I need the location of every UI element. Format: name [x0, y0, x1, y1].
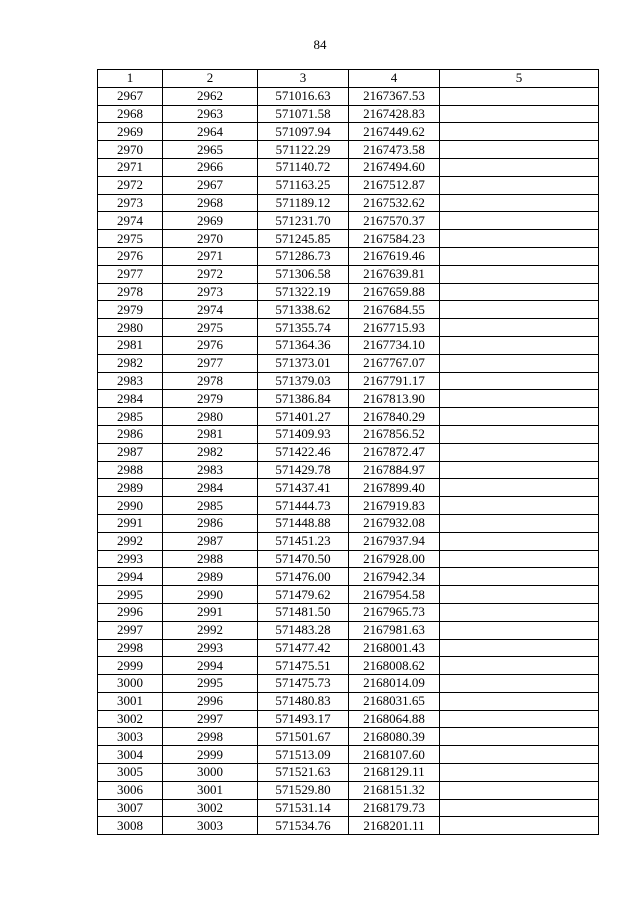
table-cell [440, 497, 599, 515]
table-cell: 2994 [98, 568, 163, 586]
table-row [98, 586, 599, 604]
table-cell: 571444.73 [258, 497, 349, 515]
table-cell [440, 141, 599, 159]
table-cell [440, 123, 599, 141]
table-cell: 571437.41 [258, 479, 349, 497]
table-cell [440, 461, 599, 479]
table-cell: 571231.70 [258, 212, 349, 230]
table-cell: 571521.63 [258, 764, 349, 782]
table-cell: 2167965.73 [349, 603, 440, 621]
table-cell: 2168107.60 [349, 746, 440, 764]
table-cell: 2167494.60 [349, 158, 440, 176]
table-cell: 2167872.47 [349, 443, 440, 461]
table-cell [440, 568, 599, 586]
table-cell [440, 586, 599, 604]
table-row [98, 817, 599, 835]
table-cell: 571286.73 [258, 247, 349, 265]
table-row [98, 550, 599, 568]
table-cell [440, 514, 599, 532]
table-cell: 571338.62 [258, 301, 349, 319]
table-cell: 2969 [98, 123, 163, 141]
table-cell: 2996 [163, 692, 258, 710]
table-cell [440, 443, 599, 461]
table-cell: 571386.84 [258, 390, 349, 408]
table-row [98, 568, 599, 586]
table-cell: 2990 [163, 586, 258, 604]
table-cell: 2168080.39 [349, 728, 440, 746]
table-cell: 2970 [163, 230, 258, 248]
table-cell: 571355.74 [258, 319, 349, 337]
table-cell: 2995 [163, 675, 258, 693]
table-cell: 571122.29 [258, 141, 349, 159]
table-cell [440, 728, 599, 746]
table-cell: 3003 [163, 817, 258, 835]
table-cell: 2997 [98, 621, 163, 639]
table-cell [440, 746, 599, 764]
table-cell: 3001 [163, 781, 258, 799]
table-cell [440, 425, 599, 443]
table-cell: 3003 [98, 728, 163, 746]
table-cell: 2168151.32 [349, 781, 440, 799]
table-cell: 571409.93 [258, 425, 349, 443]
table-cell: 2984 [98, 390, 163, 408]
table-cell [440, 158, 599, 176]
table-cell: 2985 [98, 408, 163, 426]
table-cell [440, 212, 599, 230]
table-row [98, 639, 599, 657]
table-row [98, 710, 599, 728]
table-cell: 2977 [163, 354, 258, 372]
table-cell: 571163.25 [258, 176, 349, 194]
table-row [98, 781, 599, 799]
table-cell: 571379.03 [258, 372, 349, 390]
table-cell: 2991 [163, 603, 258, 621]
table-row [98, 621, 599, 639]
table-row [98, 230, 599, 248]
table-cell: 571531.14 [258, 799, 349, 817]
table-cell: 571322.19 [258, 283, 349, 301]
column-header: 5 [440, 70, 599, 88]
table-cell: 2167619.46 [349, 247, 440, 265]
table-cell: 2167734.10 [349, 336, 440, 354]
table-cell: 2966 [163, 158, 258, 176]
table-cell: 2167715.93 [349, 319, 440, 337]
table-row [98, 692, 599, 710]
table-cell: 3000 [98, 675, 163, 693]
table-cell: 2980 [163, 408, 258, 426]
table-cell [440, 283, 599, 301]
table-row [98, 319, 599, 337]
table-cell: 571016.63 [258, 87, 349, 105]
table-cell: 571306.58 [258, 265, 349, 283]
table-cell: 2981 [163, 425, 258, 443]
table-cell: 2989 [98, 479, 163, 497]
table-cell: 2985 [163, 497, 258, 515]
table-row [98, 354, 599, 372]
table-row [98, 443, 599, 461]
table-row [98, 247, 599, 265]
table-cell [440, 87, 599, 105]
table-cell [440, 603, 599, 621]
table-cell: 2976 [163, 336, 258, 354]
table-cell: 2167932.08 [349, 514, 440, 532]
table-cell [440, 479, 599, 497]
table-cell: 571071.58 [258, 105, 349, 123]
table-cell [440, 639, 599, 657]
table-cell: 3004 [98, 746, 163, 764]
table-cell: 2968 [98, 105, 163, 123]
table-cell: 2167840.29 [349, 408, 440, 426]
table-cell: 2999 [163, 746, 258, 764]
column-header: 1 [98, 70, 163, 88]
table-cell: 2995 [98, 586, 163, 604]
table-cell: 2167899.40 [349, 479, 440, 497]
table-cell: 2167532.62 [349, 194, 440, 212]
table-cell: 2167791.17 [349, 372, 440, 390]
table-cell: 2981 [98, 336, 163, 354]
table-cell [440, 657, 599, 675]
table-cell: 571481.50 [258, 603, 349, 621]
table-cell: 2168129.11 [349, 764, 440, 782]
table-cell: 2993 [98, 550, 163, 568]
table-cell [440, 710, 599, 728]
table-row [98, 265, 599, 283]
column-header: 4 [349, 70, 440, 88]
table-row [98, 425, 599, 443]
table-cell: 2987 [163, 532, 258, 550]
table-cell: 3000 [163, 764, 258, 782]
table-cell: 571476.00 [258, 568, 349, 586]
table-cell [440, 550, 599, 568]
table-cell: 2991 [98, 514, 163, 532]
table-cell: 2996 [98, 603, 163, 621]
table-cell: 2980 [98, 319, 163, 337]
table-cell: 3007 [98, 799, 163, 817]
table-cell: 2999 [98, 657, 163, 675]
table-row [98, 497, 599, 515]
table-row [98, 657, 599, 675]
table-cell: 2167767.07 [349, 354, 440, 372]
table-cell: 2979 [98, 301, 163, 319]
table-row [98, 105, 599, 123]
table-cell: 571401.27 [258, 408, 349, 426]
table-row [98, 141, 599, 159]
table-cell: 2972 [163, 265, 258, 283]
table-cell: 3002 [163, 799, 258, 817]
table-cell: 571479.62 [258, 586, 349, 604]
table-body [98, 87, 599, 834]
table-cell: 2972 [98, 176, 163, 194]
table-cell: 2992 [163, 621, 258, 639]
table-cell: 2167428.83 [349, 105, 440, 123]
table-cell: 2984 [163, 479, 258, 497]
table-row [98, 514, 599, 532]
table-cell: 571529.80 [258, 781, 349, 799]
table-cell: 571534.76 [258, 817, 349, 835]
table-cell: 3005 [98, 764, 163, 782]
table-cell: 2168179.73 [349, 799, 440, 817]
table-row [98, 603, 599, 621]
table-row [98, 461, 599, 479]
table-cell: 2167856.52 [349, 425, 440, 443]
table-cell: 2974 [98, 212, 163, 230]
table-cell: 571493.17 [258, 710, 349, 728]
coordinates-table [97, 69, 599, 835]
table-cell [440, 532, 599, 550]
table-cell: 2969 [163, 212, 258, 230]
table-cell: 2975 [163, 319, 258, 337]
table-cell: 2986 [98, 425, 163, 443]
table-cell: 2973 [98, 194, 163, 212]
table-cell [440, 390, 599, 408]
table-row [98, 87, 599, 105]
table-row [98, 675, 599, 693]
table-cell: 2998 [98, 639, 163, 657]
table-cell: 2167659.88 [349, 283, 440, 301]
table-cell: 571470.50 [258, 550, 349, 568]
table-row [98, 176, 599, 194]
table-cell: 571448.88 [258, 514, 349, 532]
table-cell: 571140.72 [258, 158, 349, 176]
table-cell: 2167937.94 [349, 532, 440, 550]
table-row [98, 283, 599, 301]
table-row [98, 336, 599, 354]
table-cell: 2976 [98, 247, 163, 265]
table-row [98, 532, 599, 550]
table-cell: 2983 [163, 461, 258, 479]
table-cell: 2978 [163, 372, 258, 390]
table-cell: 2963 [163, 105, 258, 123]
table-cell [440, 781, 599, 799]
table-row [98, 372, 599, 390]
table-cell: 2167570.37 [349, 212, 440, 230]
page-number: 84 [313, 37, 327, 52]
table-cell: 571451.23 [258, 532, 349, 550]
table-cell: 2978 [98, 283, 163, 301]
table-row [98, 212, 599, 230]
table-cell: 2998 [163, 728, 258, 746]
table-cell: 571429.78 [258, 461, 349, 479]
table-cell: 2983 [98, 372, 163, 390]
table-cell: 2168201.11 [349, 817, 440, 835]
table-cell: 2167639.81 [349, 265, 440, 283]
table-row [98, 408, 599, 426]
table-cell: 571364.36 [258, 336, 349, 354]
table-row [98, 728, 599, 746]
table-cell: 2971 [163, 247, 258, 265]
table-cell: 3008 [98, 817, 163, 835]
table-cell [440, 675, 599, 693]
table-cell [440, 408, 599, 426]
table-row [98, 799, 599, 817]
table-cell [440, 301, 599, 319]
table-cell: 571245.85 [258, 230, 349, 248]
table-cell: 2982 [163, 443, 258, 461]
table-cell: 2989 [163, 568, 258, 586]
table-cell: 3001 [98, 692, 163, 710]
table-cell: 2968 [163, 194, 258, 212]
table-cell: 2979 [163, 390, 258, 408]
table-cell: 2167813.90 [349, 390, 440, 408]
table-cell [440, 621, 599, 639]
table-cell: 2168014.09 [349, 675, 440, 693]
table-cell: 2167367.53 [349, 87, 440, 105]
table-row [98, 301, 599, 319]
table-cell: 2994 [163, 657, 258, 675]
table-cell [440, 105, 599, 123]
table-cell: 2167512.87 [349, 176, 440, 194]
table-cell: 2993 [163, 639, 258, 657]
table-cell: 571480.83 [258, 692, 349, 710]
table-header-row [98, 70, 599, 88]
table-cell: 2988 [163, 550, 258, 568]
table-cell: 2168031.65 [349, 692, 440, 710]
table-cell: 2964 [163, 123, 258, 141]
table-cell [440, 692, 599, 710]
table-cell: 3006 [98, 781, 163, 799]
table-cell: 2986 [163, 514, 258, 532]
table-cell [440, 354, 599, 372]
table-cell: 2982 [98, 354, 163, 372]
table-cell: 571483.28 [258, 621, 349, 639]
table-row [98, 746, 599, 764]
table-row [98, 479, 599, 497]
table-cell: 571422.46 [258, 443, 349, 461]
table-cell [440, 176, 599, 194]
table-cell: 2168008.62 [349, 657, 440, 675]
table-cell: 2971 [98, 158, 163, 176]
table-row [98, 123, 599, 141]
table-cell: 571373.01 [258, 354, 349, 372]
table-cell: 2167942.34 [349, 568, 440, 586]
table-row [98, 390, 599, 408]
table-cell [440, 230, 599, 248]
table-cell: 571477.42 [258, 639, 349, 657]
table-cell: 571475.51 [258, 657, 349, 675]
table-cell [440, 265, 599, 283]
table-cell: 571475.73 [258, 675, 349, 693]
table-row [98, 158, 599, 176]
table-cell [440, 817, 599, 835]
table-cell: 2992 [98, 532, 163, 550]
table-cell: 2973 [163, 283, 258, 301]
table-cell: 2167954.58 [349, 586, 440, 604]
table-row [98, 764, 599, 782]
table-cell: 2167449.62 [349, 123, 440, 141]
table-cell: 2975 [98, 230, 163, 248]
table-cell: 3002 [98, 710, 163, 728]
table-cell [440, 799, 599, 817]
table-cell [440, 336, 599, 354]
table-cell: 2168064.88 [349, 710, 440, 728]
table-cell: 571189.12 [258, 194, 349, 212]
table-cell: 2167473.58 [349, 141, 440, 159]
column-header: 2 [163, 70, 258, 88]
table-cell: 2965 [163, 141, 258, 159]
table-cell: 2167884.97 [349, 461, 440, 479]
table-cell [440, 372, 599, 390]
table-cell: 2988 [98, 461, 163, 479]
column-header: 3 [258, 70, 349, 88]
table-cell: 2167684.55 [349, 301, 440, 319]
table-cell: 2967 [163, 176, 258, 194]
table-cell: 571501.67 [258, 728, 349, 746]
table-cell: 2987 [98, 443, 163, 461]
table-cell [440, 764, 599, 782]
table-row [98, 194, 599, 212]
table-cell: 2967 [98, 87, 163, 105]
table-cell: 2168001.43 [349, 639, 440, 657]
table-cell [440, 194, 599, 212]
table-cell: 571097.94 [258, 123, 349, 141]
table-cell: 2974 [163, 301, 258, 319]
table-cell [440, 319, 599, 337]
table-cell: 2962 [163, 87, 258, 105]
table-cell: 2167928.00 [349, 550, 440, 568]
table-cell [440, 247, 599, 265]
table-cell: 2167981.63 [349, 621, 440, 639]
table-cell: 2970 [98, 141, 163, 159]
table-cell: 2977 [98, 265, 163, 283]
table-cell: 2167919.83 [349, 497, 440, 515]
table-cell: 2167584.23 [349, 230, 440, 248]
table-cell: 2997 [163, 710, 258, 728]
table-cell: 2990 [98, 497, 163, 515]
table-cell: 571513.09 [258, 746, 349, 764]
